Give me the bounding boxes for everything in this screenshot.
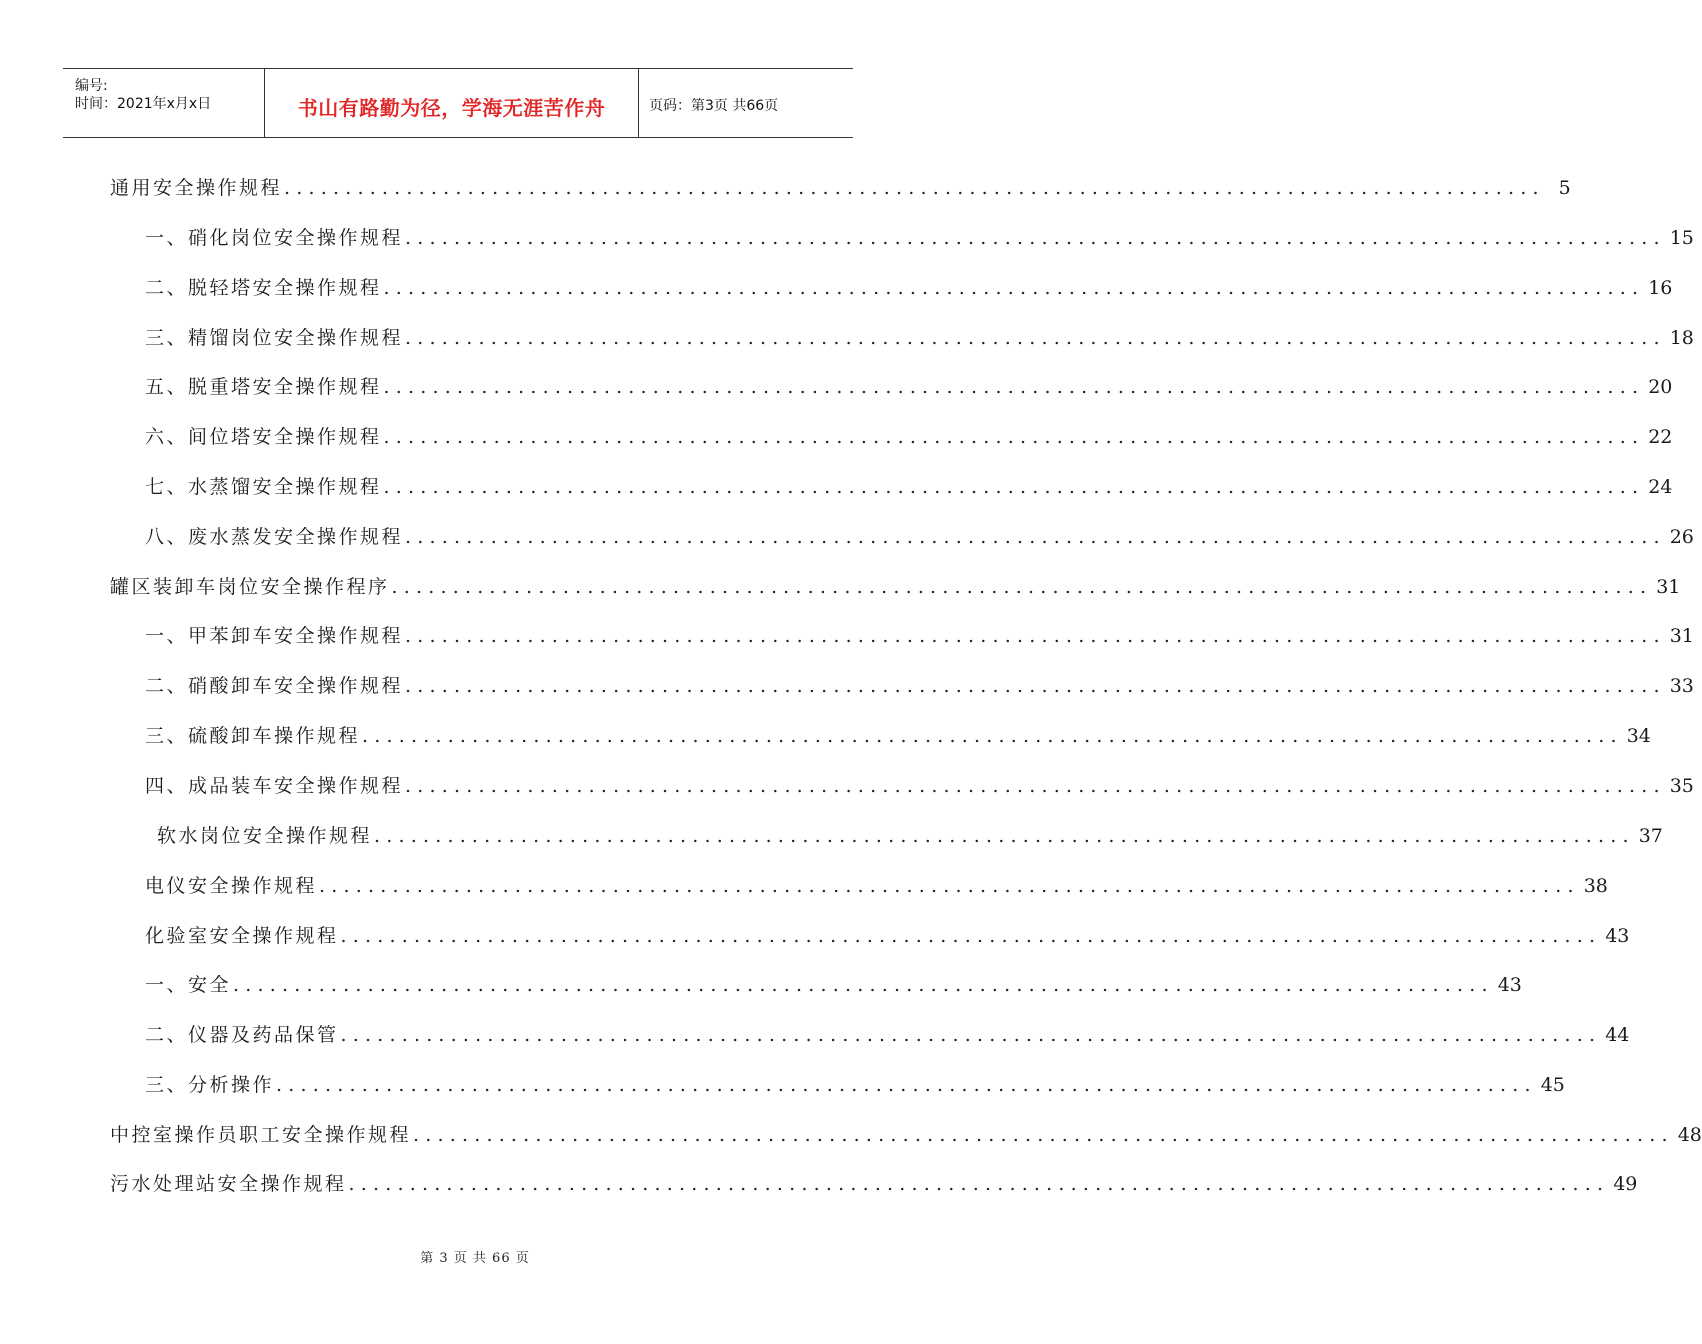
toc-entry-title: 二、脱轻塔安全操作规程: [145, 277, 382, 299]
header-motto-cell: [265, 69, 639, 137]
toc-entry[interactable]: [145, 320, 1694, 350]
toc-entry[interactable]: [145, 519, 1694, 549]
toc-entry-title: 一、硝化岗位安全操作规程: [145, 227, 404, 249]
toc-leader-dots: .......................................................................................................: [348, 1173, 1610, 1195]
toc-entry-page: 20: [1648, 376, 1673, 398]
toc-leader-dots: .......................................................................................................: [340, 1024, 1602, 1046]
toc-entry-title: 二、仪器及药品保管: [145, 1024, 339, 1046]
toc-entry-page: 18: [1669, 327, 1694, 349]
toc-entry-page: 35: [1669, 775, 1694, 797]
toc-entry-title: 五、脱重塔安全操作规程: [145, 376, 382, 398]
toc-entry-title: 八、废水蒸发安全操作规程: [145, 526, 404, 548]
toc-entry-page: 38: [1583, 875, 1608, 897]
toc-leader-dots: .......................................................................................................: [413, 1124, 1674, 1146]
toc-leader-dots: .......................................................................................................: [405, 675, 1666, 697]
toc-entry-page: 37: [1638, 825, 1663, 847]
toc-entry-title: 电仪安全操作规程: [145, 875, 318, 897]
header-page-cell: [639, 69, 853, 137]
toc-leader-dots: .......................................................................................................: [383, 426, 1645, 448]
toc-entry[interactable]: [145, 718, 1651, 748]
toc-entry-page: 49: [1613, 1173, 1638, 1195]
toc-entry-title: 软水岗位安全操作规程: [157, 825, 373, 847]
toc-entry-title: 一、甲苯卸车安全操作规程: [145, 625, 404, 647]
toc-entry-page: 43: [1605, 925, 1630, 947]
toc-entry-page: 22: [1648, 426, 1673, 448]
toc-entry-title: 中控室操作员职工安全操作规程: [110, 1124, 412, 1146]
toc-entry[interactable]: [145, 868, 1608, 898]
toc-entry-page: 48: [1677, 1124, 1702, 1146]
toc-leader-dots: .......................................................................................................: [374, 825, 1635, 847]
toc-entry[interactable]: [145, 967, 1522, 997]
toc-entry[interactable]: [145, 220, 1694, 250]
toc-entry[interactable]: [110, 170, 1571, 200]
toc-entry[interactable]: [145, 1017, 1630, 1047]
toc-entry-page: 31: [1656, 576, 1681, 598]
toc-entry-page: 34: [1626, 725, 1651, 747]
toc-entry[interactable]: [110, 1117, 1702, 1147]
toc-entry[interactable]: [110, 569, 1681, 599]
toc-entry-page: 45: [1540, 1074, 1565, 1096]
toc-entry[interactable]: [157, 818, 1663, 848]
toc-leader-dots: .......................................................................................................: [383, 476, 1645, 498]
doc-time-label: 时间：2021年x月x日: [75, 96, 212, 112]
toc-leader-dots: .......................................................................................................: [319, 875, 1580, 897]
toc-entry-page: 26: [1669, 526, 1694, 548]
page-footer: 第 3 页 共 66 页: [420, 1251, 530, 1266]
toc-entry[interactable]: [145, 419, 1673, 449]
toc-leader-dots: .......................................................................................................: [233, 974, 1494, 996]
toc-entry-title: 七、水蒸馏安全操作规程: [145, 476, 382, 498]
toc-entry-title: 罐区装卸车岗位安全操作程序: [110, 576, 390, 598]
toc-entry-page: 16: [1648, 277, 1673, 299]
toc-leader-dots: .......................................................................................................: [284, 177, 1545, 199]
toc-leader-dots: .......................................................................................................: [405, 625, 1666, 647]
toc-leader-dots: .......................................................................................................: [383, 376, 1645, 398]
toc-entry-page: 5: [1558, 177, 1571, 199]
toc-leader-dots: .......................................................................................................: [276, 1074, 1537, 1096]
toc-entry[interactable]: [145, 270, 1673, 300]
toc-entry-title: 污水处理站安全操作规程: [110, 1173, 347, 1195]
toc-leader-dots: .......................................................................................................: [391, 576, 1653, 598]
toc-entry[interactable]: [145, 918, 1630, 948]
toc-leader-dots: .......................................................................................................: [383, 277, 1645, 299]
toc-entry-title: 化验室安全操作规程: [145, 925, 339, 947]
toc-leader-dots: .......................................................................................................: [405, 526, 1666, 548]
toc-entry[interactable]: [110, 1166, 1638, 1196]
toc-leader-dots: .......................................................................................................: [405, 775, 1666, 797]
toc-entry-title: 三、精馏岗位安全操作规程: [145, 327, 404, 349]
doc-id-label: 编号:: [75, 78, 108, 94]
toc-entry[interactable]: [145, 1067, 1565, 1097]
header-page-info: 页码：第3页 共66页: [649, 98, 779, 114]
toc-entry-title: 六、间位塔安全操作规程: [145, 426, 382, 448]
toc-entry-page: 43: [1497, 974, 1522, 996]
toc-entry-page: 33: [1669, 675, 1694, 697]
toc-entry-title: 通用安全操作规程: [110, 177, 283, 199]
document-header: [63, 68, 853, 138]
toc-entry[interactable]: [145, 369, 1673, 399]
header-meta-cell: [63, 69, 265, 137]
toc-entry[interactable]: [145, 618, 1694, 648]
header-motto: 书山有路勤为径，学海无涯苦作舟: [297, 96, 606, 120]
toc-entry-page: 24: [1648, 476, 1673, 498]
toc-entry-page: 44: [1605, 1024, 1630, 1046]
toc-entry[interactable]: [145, 668, 1694, 698]
toc-leader-dots: .......................................................................................................: [340, 925, 1602, 947]
toc-entry-page: 15: [1669, 227, 1694, 249]
toc-entry-title: 三、分析操作: [145, 1074, 275, 1096]
toc-entry-title: 四、成品装车安全操作规程: [145, 775, 404, 797]
toc-entry[interactable]: [145, 469, 1673, 499]
toc-entry-title: 三、硫酸卸车操作规程: [145, 725, 361, 747]
toc-entry-title: 二、硝酸卸车安全操作规程: [145, 675, 404, 697]
toc-entry-page: 31: [1669, 625, 1694, 647]
toc-entry[interactable]: [145, 768, 1694, 798]
toc-entry-title: 一、安全: [145, 974, 232, 996]
toc-leader-dots: .......................................................................................................: [405, 327, 1666, 349]
toc-leader-dots: .......................................................................................................: [405, 227, 1666, 249]
toc-leader-dots: .......................................................................................................: [362, 725, 1623, 747]
